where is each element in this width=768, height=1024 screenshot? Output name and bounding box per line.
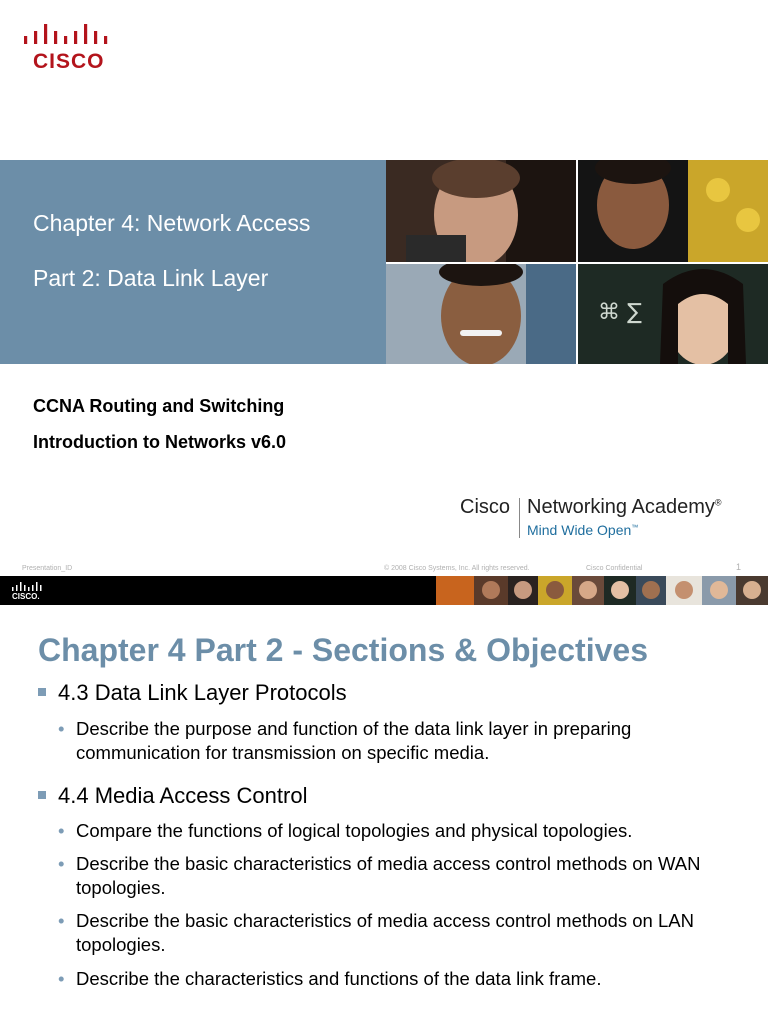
cisco-logo-text: CISCO	[33, 50, 105, 73]
footer-confidential: Cisco Confidential	[586, 565, 643, 572]
square-bullet-icon	[38, 688, 46, 696]
objective-item: • Compare the functions of logical topologies and physical topologies.	[58, 820, 633, 841]
course-subtitle: Introduction to Networks v6.0	[33, 432, 287, 452]
academy-tagline: Mind Wide Open™	[527, 522, 639, 538]
slide-title: Chapter 4 Part 2 - Sections & Objectives	[38, 632, 648, 668]
objective-item: • Describe the purpose and function of the data link layer in preparing communication for transmission on specific media.	[58, 718, 632, 763]
title-band	[0, 160, 386, 364]
dot-bullet-icon: •	[58, 910, 65, 931]
dot-bullet-icon: •	[58, 968, 65, 989]
objective-item: • Describe the characteristics and functions of the data link frame.	[58, 968, 602, 989]
academy-divider	[519, 498, 520, 538]
objective-item: • Describe the basic characteristics of media access control methods on LAN topologies.	[58, 910, 694, 955]
course-name: CCNA Routing and Switching	[33, 396, 285, 416]
header-cisco-bridge-icon	[12, 582, 44, 592]
section-heading: 4.3 Data Link Layer Protocols	[38, 680, 347, 706]
photo-student-smiling	[578, 160, 768, 262]
student-photo-collage	[386, 160, 768, 364]
header-cisco-text: CISCO.	[12, 592, 40, 601]
footer-copyright: © 2008 Cisco Systems, Inc. All rights reserved.	[384, 565, 530, 572]
header-photo-strip	[436, 576, 768, 605]
photo-student-thinking	[386, 160, 576, 262]
part-title: Part 2: Data Link Layer	[33, 265, 269, 291]
section-heading: 4.4 Media Access Control	[38, 783, 307, 809]
dot-bullet-icon: •	[58, 820, 65, 841]
dot-bullet-icon: •	[58, 853, 65, 874]
academy-name-text: Networking Academy®	[527, 496, 722, 518]
footer-presentation-id: Presentation_ID	[22, 565, 73, 572]
svg-text:⌘ ∑: ⌘ ∑	[598, 300, 642, 325]
photo-student-chalkboard	[578, 264, 768, 364]
objective-item: • Describe the basic characteristics of media access control methods on WAN topologies.	[58, 853, 701, 898]
objectives-slide	[0, 576, 768, 1024]
photo-student-grinning	[386, 264, 576, 364]
chapter-title: Chapter 4: Network Access	[33, 210, 311, 236]
page-number: 1	[736, 562, 742, 572]
square-bullet-icon	[38, 791, 46, 799]
cisco-bridge-logo-icon	[24, 24, 116, 48]
academy-cisco-text: Cisco	[460, 496, 511, 518]
header-bar	[0, 576, 768, 605]
dot-bullet-icon: •	[58, 718, 65, 739]
